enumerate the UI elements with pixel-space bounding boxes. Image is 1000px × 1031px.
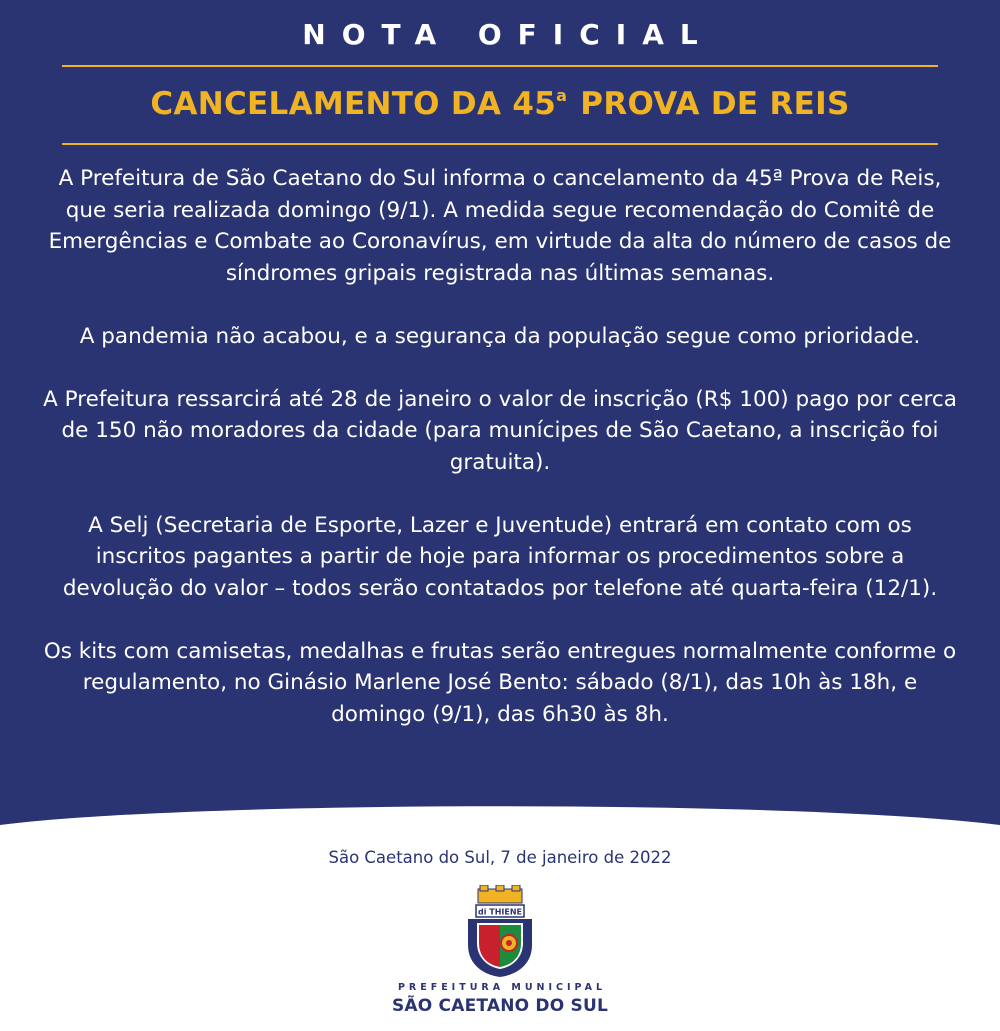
- notice-title: [0, 86, 1000, 122]
- gold-divider-bottom: [62, 143, 938, 145]
- paragraph-cancellation: A Prefeitura de São Caetano do Sul informa o cancelamento da 45ª Prova de Reis, que seria realizada domingo (9/1). A medida segue recomendação do Comitê de Emergências e Combate ao Coronavírus, em virtude da alta do número de casos de síndromes gripais registrada nas últimas semanas.: [48, 166, 952, 286]
- paragraph-contact: A Selj (Secretaria de Esporte, Lazer e Juventude) entrará em contato com os inscritos pagantes a partir de hoje para informar os procedimentos sobre a devolução do valor – todos serão contatados por telefone até quarta-feira (12/1).: [62, 512, 938, 601]
- logo-subtitle: PREFEITURA MUNICIPAL: [397, 982, 607, 993]
- city-coat-of-arms-icon: [460, 885, 540, 979]
- paragraph-kits: Os kits com camisetas, medalhas e frutas serão entregues normalmente conforme o regulamento, no Ginásio Marlene José Bento: sábado (8/1), das 10h às 18h, e domingo (9/1), das 6h30 às 8h.: [43, 638, 957, 727]
- notice-title-ordinal: a: [556, 86, 568, 105]
- paragraph-refund: A Prefeitura ressarcirá até 28 de janeiro o valor de inscrição (R$ 100) pago por cerca de 150 não moradores da cidade (para munícipes de São Caetano, a inscrição foi gratuita).: [43, 386, 957, 475]
- crest-banner-text: di THIENE: [477, 907, 523, 917]
- paragraph-pandemic: A pandemia não acabou, e a segurança da população segue como prioridade.: [79, 323, 921, 349]
- notice-body: [40, 163, 960, 762]
- nota-oficial-heading: NOTA OFICIAL: [302, 18, 714, 51]
- logo-city-name: SÃO CAETANO DO SUL: [391, 996, 608, 1016]
- date-line: São Caetano do Sul, 7 de janeiro de 2022: [328, 848, 672, 867]
- notice-title-rest: PROVA DE REIS: [580, 86, 850, 122]
- gold-divider-top: [62, 65, 938, 67]
- notice-title-main: CANCELAMENTO DA 45: [150, 86, 557, 122]
